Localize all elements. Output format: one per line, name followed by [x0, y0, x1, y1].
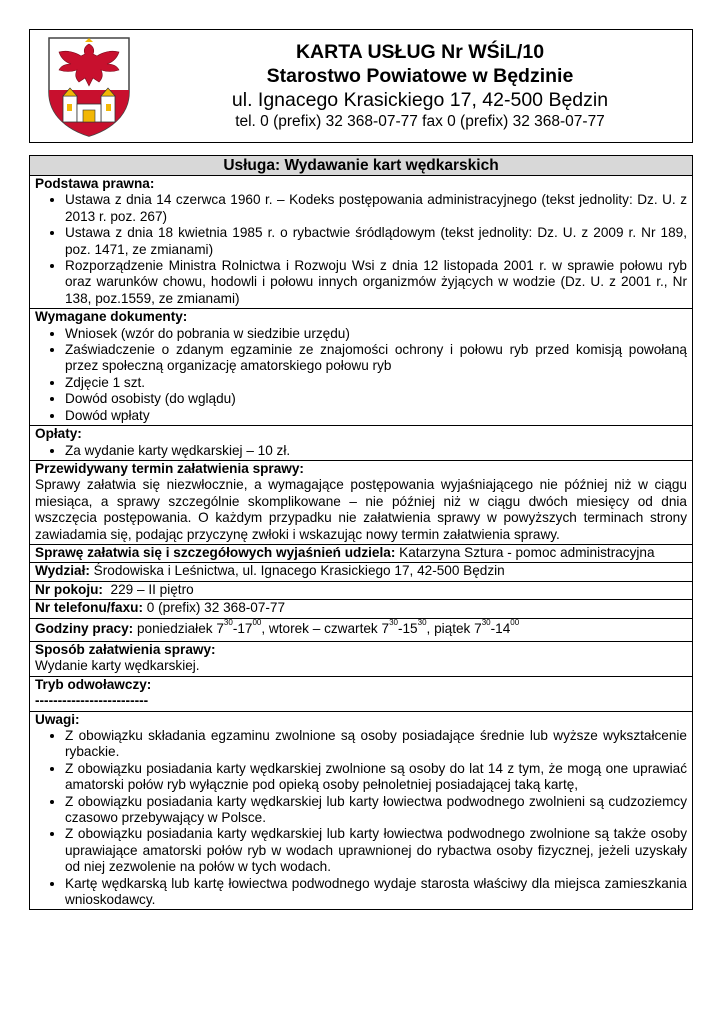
- deadline-label: Przewidywany termin załatwienia sprawy:: [35, 460, 304, 476]
- hours-part: , piątek 7: [426, 620, 482, 636]
- phone-label: Nr telefonu/faxu:: [35, 600, 143, 616]
- list-item: • Zdjęcie 1 szt.: [65, 375, 687, 391]
- legal-basis-section: [30, 176, 692, 309]
- hours-minutes: 30: [389, 618, 398, 628]
- documents-list: [35, 326, 687, 424]
- hours-minutes: 30: [481, 618, 491, 628]
- hours-part: , wtorek – czwartek 7: [261, 620, 390, 636]
- hours-part: -15: [397, 620, 418, 636]
- hours-part: poniedziałek 7: [133, 620, 224, 636]
- list-item: • Ustawa z dnia 14 czerwca 1960 r. – Kodeks postępowania administracyjnego (tekst jednolity: Dz. U. z 2013 r. poz. 267): [65, 192, 687, 225]
- hours-minutes: 00: [510, 618, 520, 628]
- office-name: Starostwo Powiatowe w Będzinie: [266, 65, 574, 87]
- office-address: ul. Ignacego Krasickiego 17, 42-500 Będzin: [231, 89, 609, 111]
- documents-section: [30, 309, 692, 426]
- list-item: • Z obowiązku składania egzaminu zwolnione są osoby posiadające średnie lub wyższe wykształcenie rybackie.: [65, 728, 687, 761]
- hours-part: -14: [490, 620, 511, 636]
- hours-label: Godziny pracy:: [35, 620, 134, 636]
- legal-basis-label: Podstawa prawna:: [35, 176, 155, 191]
- list-item: • Dowód osobisty (do wglądu): [65, 391, 687, 407]
- fees-label: Opłaty:: [35, 426, 82, 442]
- card-number-title: KARTA USŁUG Nr WŚiL/10: [295, 41, 545, 63]
- room-value: 229 – II piętro: [102, 581, 194, 597]
- notes-section: [30, 712, 692, 910]
- phone-section: [30, 600, 692, 618]
- hours-minutes: 00: [252, 618, 262, 628]
- deadline-section: [30, 461, 692, 545]
- fees-list: [35, 443, 687, 459]
- office-contact: tel. 0 (prefix) 32 368-07-77 fax 0 (prefix) 32 368-07-77: [235, 113, 605, 130]
- legal-basis-list: [35, 192, 687, 307]
- list-item: • Dowód wpłaty: [65, 408, 687, 424]
- header-text: [148, 30, 692, 142]
- appeal-section: [30, 677, 692, 712]
- notes-list: [35, 728, 687, 908]
- list-item: • Zaświadczenie o zdanym egzaminie ze znajomości ochrony i połowu ryb przed komisją powołaną przez społeczną organizację amatorskiego połowu ryb: [65, 342, 687, 375]
- list-item: • Za wydanie karty wędkarskiej – 10 zł.: [65, 443, 687, 459]
- hours-section: [30, 619, 692, 642]
- list-item: • Ustawa z dnia 18 kwietnia 1985 r. o rybactwie śródlądowym (tekst jednolity: Dz. U. z 2009 r. Nr 189, poz. 1471, ze zmianami): [65, 225, 687, 258]
- documents-label: Wymagane dokumenty:: [35, 309, 188, 325]
- handler-section: [30, 545, 692, 563]
- shield-icon: [45, 34, 133, 138]
- appeal-label: Tryb odwoławczy:: [35, 676, 152, 692]
- hours-minutes: 30: [417, 618, 427, 628]
- list-item: • Kartę wędkarską lub kartę łowiectwa podwodnego wydaje starosta właściwy dla miejsca zamieszkania wnioskodawcy.: [65, 876, 687, 909]
- hours-minutes: 30: [223, 618, 233, 628]
- list-item: • Z obowiązku posiadania karty wędkarskiej zwolnione są osoby do lat 14 z tym, że mogą one uprawiać amatorski połów ryb wyłącznie pod opieką osoby pełnoletniej posiadającej taką kartę,: [65, 761, 687, 794]
- list-item: • Wniosek (wzór do pobrania w siedzibie urzędu): [65, 326, 687, 342]
- method-label: Sposób załatwienia sprawy:: [35, 641, 216, 657]
- department-section: [30, 563, 692, 581]
- department-value: Środowiska i Leśnictwa, ul. Ignacego Krasickiego 17, 42-500 Będzin: [89, 563, 505, 579]
- service-title: Usługa: Wydawanie kart wędkarskich: [30, 156, 692, 176]
- list-item: • Z obowiązku posiadania karty wędkarskiej lub karty łowiectwa podwodnego zwolnione są także osoby uprawiające amatorski połów ryb w wodach uprawnionej do rybactwa osoby fizycznej, jeżeli uzyskały od niej zezwolenie na połów w tych wodach.: [65, 826, 687, 875]
- list-item: • Rozporządzenie Ministra Rolnictwa i Rozwoju Wsi z dnia 12 listopada 2001 r. w sprawie połowu ryb oraz warunków chowu, hodowli i połowu innych organizmów żyjących w wodzie (Dz. U. z 2001 r., Nr 138, poz.1559, ze zmianami): [65, 258, 687, 307]
- list-item: • Z obowiązku posiadania karty wędkarskiej lub karty łowiectwa podwodnego zwolnieni są cudzoziemcy czasowo przebywający w Polsce.: [65, 794, 687, 827]
- coat-of-arms-logo: [30, 30, 148, 142]
- service-card: [29, 155, 693, 910]
- deadline-text: Sprawy załatwia się niezwłocznie, a wymagające postępowania wyjaśniającego nie później niż w ciągu miesiąca, a sprawy szczególnie skomplikowane – nie później niż w ciągu dwóch miesięcy od dnia wszczęcia postępowania. O każdym przypadku nie załatwienia sprawy w powyższych terminach strony zawiadamia się, podając przyczynę zwłoki i wskazując nowy termin załatwienia sprawy.: [35, 477, 687, 542]
- method-text: Wydanie karty wędkarskiej.: [35, 658, 200, 674]
- method-section: [30, 642, 692, 677]
- hours-part: -17: [232, 620, 253, 636]
- handler-value: Katarzyna Sztura - pomoc administracyjna: [395, 544, 655, 560]
- notes-label: Uwagi:: [35, 711, 80, 727]
- header-box: [29, 29, 693, 143]
- phone-value: 0 (prefix) 32 368-07-77: [143, 600, 286, 616]
- room-section: [30, 582, 692, 600]
- department-label: Wydział:: [35, 563, 90, 579]
- handler-label: Sprawę załatwia się i szczegółowych wyjaśnień udziela:: [35, 544, 396, 560]
- appeal-text: -------------------------: [35, 693, 149, 709]
- fees-section: [30, 426, 692, 461]
- room-label: Nr pokoju:: [35, 581, 103, 597]
